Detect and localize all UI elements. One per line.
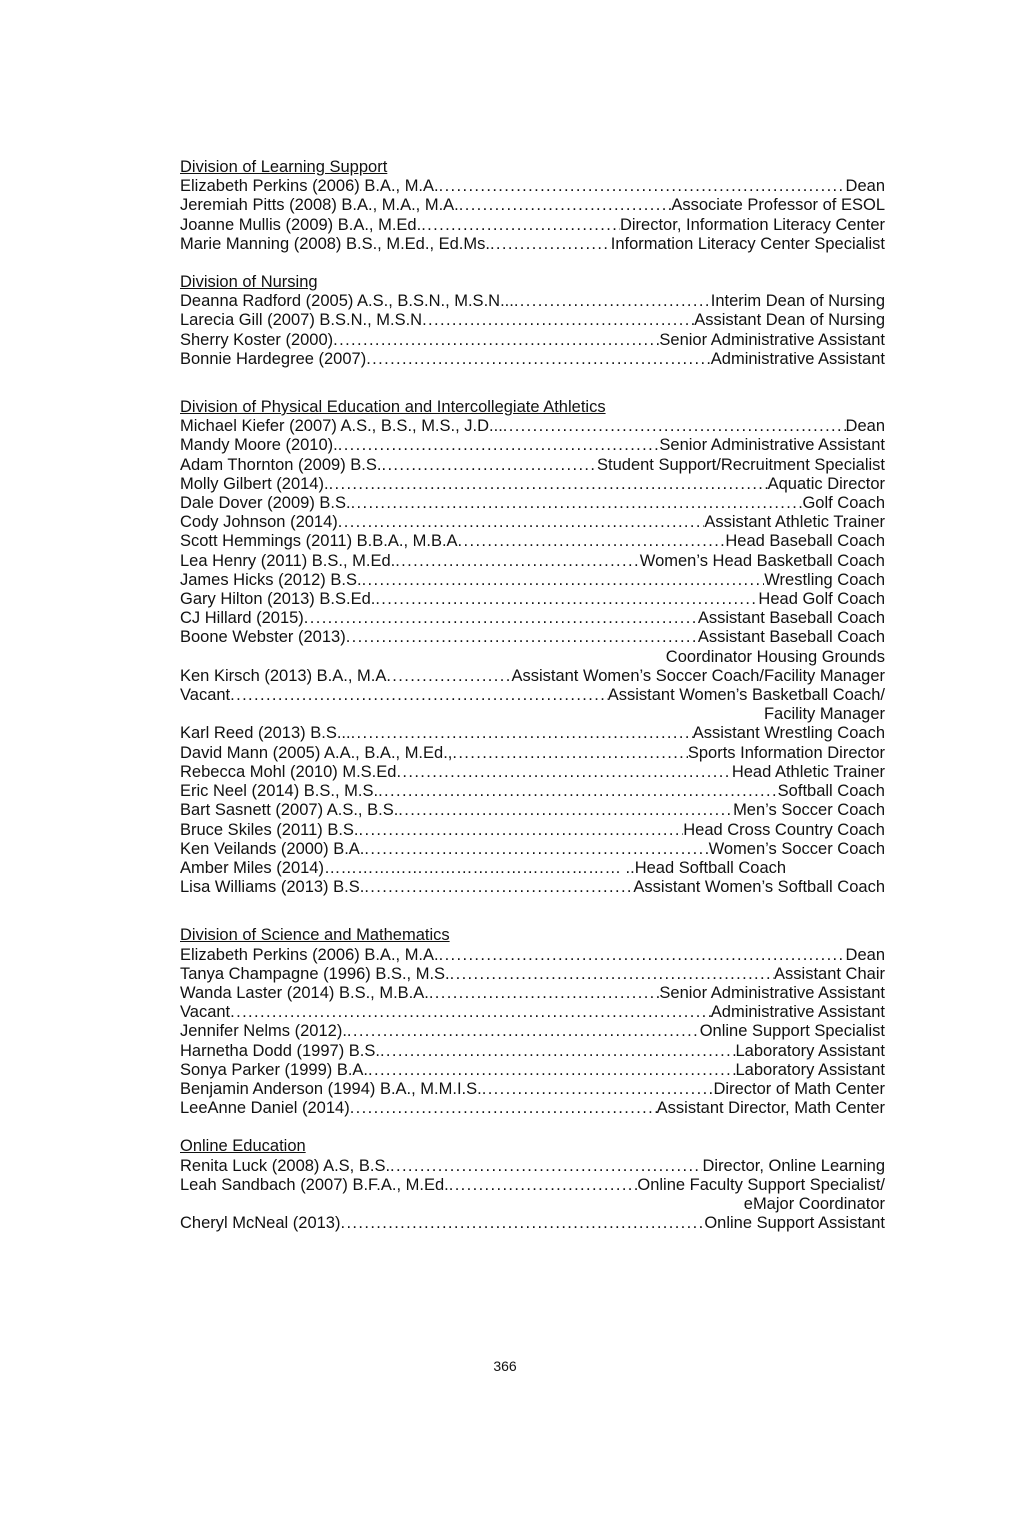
entry-title: Aquatic Director xyxy=(767,474,885,493)
dot-leader xyxy=(338,513,705,532)
dot-leader xyxy=(421,216,620,235)
directory-entry xyxy=(180,456,885,475)
entry-name: Mandy Moore (2010). xyxy=(180,436,338,455)
entry-title: Dean xyxy=(845,177,885,196)
section-heading: Online Education xyxy=(180,1137,306,1156)
entry-title: Assistant Women’s Basketball Coach/ xyxy=(607,686,885,705)
entry-title: Assistant Women’s Softball Coach xyxy=(633,878,885,897)
dot-leader xyxy=(362,571,765,590)
entry-title: Information Literacy Center Specialist xyxy=(610,234,885,253)
directory-entry xyxy=(180,1176,885,1195)
entry-name: Lea Henry (2011) B.S., M.Ed. xyxy=(180,551,396,570)
section-heading: Division of Science and Mathematics xyxy=(180,926,450,945)
dot-leader xyxy=(340,1214,704,1233)
directory-entry xyxy=(180,1214,885,1233)
directory-entry xyxy=(180,1061,885,1080)
entry-name: Michael Kiefer (2007) A.S., B.S., M.S., J.D... xyxy=(180,417,503,436)
dot-leader xyxy=(450,965,774,984)
dot-leader xyxy=(230,1003,711,1022)
dot-leader xyxy=(304,609,698,628)
entry-title: Director, Online Learning xyxy=(702,1156,885,1175)
dot-leader xyxy=(230,686,608,705)
dot-leader xyxy=(422,311,694,330)
dot-leader xyxy=(347,1022,700,1041)
dot-leader xyxy=(396,763,731,782)
entry-title: Sports Information Director xyxy=(687,743,885,762)
directory-entry xyxy=(180,859,885,878)
section-heading: Division of Nursing xyxy=(180,273,318,292)
directory-entry xyxy=(180,801,885,820)
entry-name: LeeAnne Daniel (2014) xyxy=(180,1099,350,1118)
directory-entry xyxy=(180,724,885,743)
entry-name: Eric Neel (2014) B.S., M.S. xyxy=(180,782,379,801)
entry-title: Online Faculty Support Specialist/ xyxy=(637,1175,885,1194)
dot-leader xyxy=(395,552,640,571)
entry-name: Bonnie Hardegree (2007) xyxy=(180,349,367,368)
entry-title: Assistant Women’s Soccer Coach/Facility Manager xyxy=(511,666,885,685)
entry-title: Head Cross Country Coach xyxy=(683,820,885,839)
directory-entry xyxy=(180,1157,885,1176)
dot-leader xyxy=(346,628,698,647)
directory-entry xyxy=(180,667,885,686)
entry-name: Karl Reed (2013) B.S... xyxy=(180,724,351,743)
entry-title: Women’s Head Basketball Coach xyxy=(639,551,885,570)
directory-entry xyxy=(180,196,885,215)
directory-entry xyxy=(180,984,885,1003)
entry-title: Administrative Assistant xyxy=(710,349,885,368)
entry-name: Vacant xyxy=(180,686,231,705)
dot-leader xyxy=(366,350,711,369)
entry-title: Dean xyxy=(845,417,885,436)
dot-leader xyxy=(338,436,660,455)
entry-name: Wanda Laster (2014) B.S., M.B.A. xyxy=(180,983,429,1002)
directory-entry xyxy=(180,475,885,494)
directory-entry xyxy=(180,590,885,609)
entry-title: Wrestling Coach xyxy=(764,570,885,589)
dot-leader xyxy=(359,821,684,840)
entry-title: Administrative Assistant xyxy=(710,1003,885,1022)
directory-entry xyxy=(180,436,885,455)
entry-title: Assistant Dean of Nursing xyxy=(694,311,885,330)
entry-name: Harnetha Dodd (1997) B.S. xyxy=(180,1041,380,1060)
entry-name: Jeremiah Pitts (2008) B.A., M.A., M.A. xyxy=(180,196,459,215)
entry-name: Ken Kirsch (2013) B.A., M.A xyxy=(180,666,387,685)
entry-title: Head Softball Coach xyxy=(634,858,787,877)
directory-entry xyxy=(180,552,885,571)
directory-entry xyxy=(180,1003,885,1022)
dot-leader xyxy=(378,782,778,801)
dot-leader xyxy=(390,1157,702,1176)
entry-title: Assistant Director, Math Center xyxy=(656,1099,885,1118)
directory-entry xyxy=(180,763,885,782)
entry-title-continuation: eMajor Coordinator xyxy=(743,1194,885,1213)
entry-name: David Mann (2005) A.A., B.A., M.Ed., xyxy=(180,743,453,762)
entry-title: Men’s Soccer Coach xyxy=(733,801,885,820)
dot-leader xyxy=(452,744,687,763)
section-heading: Division of Physical Education and Intercollegiate Athletics xyxy=(180,398,606,417)
directory-entry xyxy=(180,840,885,859)
dot-leader xyxy=(439,946,846,965)
entry-name: Amber Miles (2014)……………………………………………… .. xyxy=(180,858,635,877)
directory-entry xyxy=(180,513,885,532)
entry-name: Benjamin Anderson (1994) B.A., M.M.I.S. xyxy=(180,1079,482,1098)
dot-leader xyxy=(458,532,726,551)
dot-leader xyxy=(514,292,711,311)
entry-name: Larecia Gill (2007) B.S.N., M.S.N xyxy=(180,311,423,330)
directory-entry xyxy=(180,177,885,196)
directory-entry xyxy=(180,292,885,311)
dot-leader xyxy=(350,1099,657,1118)
dot-leader xyxy=(333,331,659,350)
dot-leader xyxy=(329,475,768,494)
staff-directory xyxy=(180,158,885,1233)
directory-entry xyxy=(180,878,885,897)
entry-title: Assistant Athletic Trainer xyxy=(704,513,885,532)
entry-title: Head Golf Coach xyxy=(758,590,885,609)
entry-name: Ken Veilands (2000) B.A. xyxy=(180,839,365,858)
dot-leader xyxy=(386,667,511,686)
directory-entry xyxy=(180,821,885,840)
entry-name: CJ Hillard (2015) xyxy=(180,609,304,628)
dot-leader xyxy=(375,590,758,609)
entry-name: Lisa Williams (2013) B.S. xyxy=(180,878,365,897)
entry-name: Elizabeth Perkins (2006) B.A., M.A. xyxy=(180,945,439,964)
entry-name: Cheryl McNeal (2013) xyxy=(180,1214,341,1233)
entry-name: Cody Johnson (2014) xyxy=(180,513,338,532)
directory-entry xyxy=(180,609,885,628)
directory-entry xyxy=(180,350,885,369)
dot-leader xyxy=(490,235,611,254)
entry-title: Head Athletic Trainer xyxy=(731,762,885,781)
directory-entry xyxy=(180,311,885,330)
entry-name: James Hicks (2012) B.S. xyxy=(180,570,362,589)
dot-leader xyxy=(459,196,672,215)
directory-entry xyxy=(180,744,885,763)
directory-entry xyxy=(180,946,885,965)
directory-entry xyxy=(180,686,885,705)
dot-leader xyxy=(380,1042,736,1061)
entry-title: Dean xyxy=(845,945,885,964)
dot-leader xyxy=(351,724,693,743)
directory-entry xyxy=(180,494,885,513)
directory-entry xyxy=(180,628,885,647)
entry-title: Laboratory Assistant xyxy=(735,1060,885,1079)
entry-name: Bruce Skiles (2011) B.S. xyxy=(180,820,359,839)
entry-name: Marie Manning (2008) B.S., M.Ed., Ed.Ms. xyxy=(180,234,490,253)
dot-leader xyxy=(503,417,846,436)
entry-title: Senior Administrative Assistant xyxy=(659,330,885,349)
entry-title: Assistant Chair xyxy=(774,964,885,983)
dot-leader xyxy=(398,801,733,820)
entry-name: Sonya Parker (1999) B.A. xyxy=(180,1060,369,1079)
page-number: 366 xyxy=(493,1358,517,1374)
entry-name: Scott Hemmings (2011) B.B.A., M.B.A xyxy=(180,532,458,551)
dot-leader xyxy=(364,878,633,897)
entry-name: Tanya Champagne (1996) B.S., M.S. xyxy=(180,964,450,983)
entry-title: Women’s Soccer Coach xyxy=(708,839,885,858)
entry-name: Boone Webster (2013) xyxy=(180,628,346,647)
directory-entry xyxy=(180,1042,885,1061)
entry-name: Rebecca Mohl (2010) M.S.Ed xyxy=(180,762,397,781)
directory-entry xyxy=(180,216,885,235)
entry-title: Associate Professor of ESOL xyxy=(671,196,885,215)
dot-leader xyxy=(381,456,597,475)
entry-name: Dale Dover (2009) B.S. xyxy=(180,494,351,513)
section-science-mathematics xyxy=(180,926,885,1118)
entry-name: Sherry Koster (2000) xyxy=(180,330,334,349)
directory-entry xyxy=(180,1022,885,1041)
dot-leader xyxy=(364,840,708,859)
entry-name: Jennifer Nelms (2012). xyxy=(180,1022,347,1041)
entry-name: Elizabeth Perkins (2006) B.A., M.A. xyxy=(180,177,439,196)
entry-title-continuation: Facility Manager xyxy=(763,705,885,724)
entry-title: Head Baseball Coach xyxy=(725,532,885,551)
entry-name: Vacant xyxy=(180,1003,231,1022)
directory-entry xyxy=(180,532,885,551)
entry-title: Softball Coach xyxy=(777,782,885,801)
entry-title: Director, Information Literacy Center xyxy=(619,215,885,234)
section-online-education xyxy=(180,1137,885,1233)
entry-title: Online Support Assistant xyxy=(704,1214,885,1233)
directory-entry xyxy=(180,782,885,801)
dot-leader xyxy=(439,177,846,196)
directory-entry xyxy=(180,417,885,436)
section-nursing xyxy=(180,273,885,369)
entry-name: Bart Sasnett (2007) A.S., B.S. xyxy=(180,801,399,820)
directory-entry xyxy=(180,1099,885,1118)
entry-title: Senior Administrative Assistant xyxy=(659,436,885,455)
entry-title: Assistant Baseball Coach xyxy=(697,628,885,647)
dot-leader xyxy=(368,1061,735,1080)
entry-name: Joanne Mullis (2009) B.A., M.Ed. xyxy=(180,215,422,234)
entry-title: Assistant Wrestling Coach xyxy=(692,724,885,743)
entry-name: Adam Thornton (2009) B.S. xyxy=(180,455,382,474)
directory-entry xyxy=(180,331,885,350)
entry-title: Online Support Specialist xyxy=(699,1022,885,1041)
dot-leader xyxy=(429,984,660,1003)
directory-entry xyxy=(180,235,885,254)
directory-entry xyxy=(180,571,885,590)
entry-title: Interim Dean of Nursing xyxy=(710,292,885,311)
entry-title-continuation: Coordinator Housing Grounds xyxy=(665,647,885,666)
entry-name: Molly Gilbert (2014). xyxy=(180,474,329,493)
entry-title: Golf Coach xyxy=(802,494,885,513)
entry-title: Student Support/Recruitment Specialist xyxy=(597,455,885,474)
entry-name: Leah Sandbach (2007) B.F.A., M.Ed. xyxy=(180,1175,449,1194)
dot-leader xyxy=(482,1080,714,1099)
entry-title: Laboratory Assistant xyxy=(735,1041,885,1060)
section-learning-support xyxy=(180,158,885,254)
dot-leader xyxy=(449,1176,638,1195)
entry-name: Renita Luck (2008) A.S, B.S. xyxy=(180,1156,391,1175)
entry-title: Assistant Baseball Coach xyxy=(697,609,885,628)
directory-entry xyxy=(180,965,885,984)
entry-name: Gary Hilton (2013) B.S.Ed. xyxy=(180,590,376,609)
section-physical-education-athletics xyxy=(180,398,885,897)
directory-entry xyxy=(180,1080,885,1099)
entry-title: Senior Administrative Assistant xyxy=(659,983,885,1002)
dot-leader xyxy=(351,494,803,513)
entry-name: Deanna Radford (2005) A.S., B.S.N., M.S.N... xyxy=(180,292,514,311)
section-heading: Division of Learning Support xyxy=(180,158,388,176)
entry-title: Director of Math Center xyxy=(713,1079,885,1098)
